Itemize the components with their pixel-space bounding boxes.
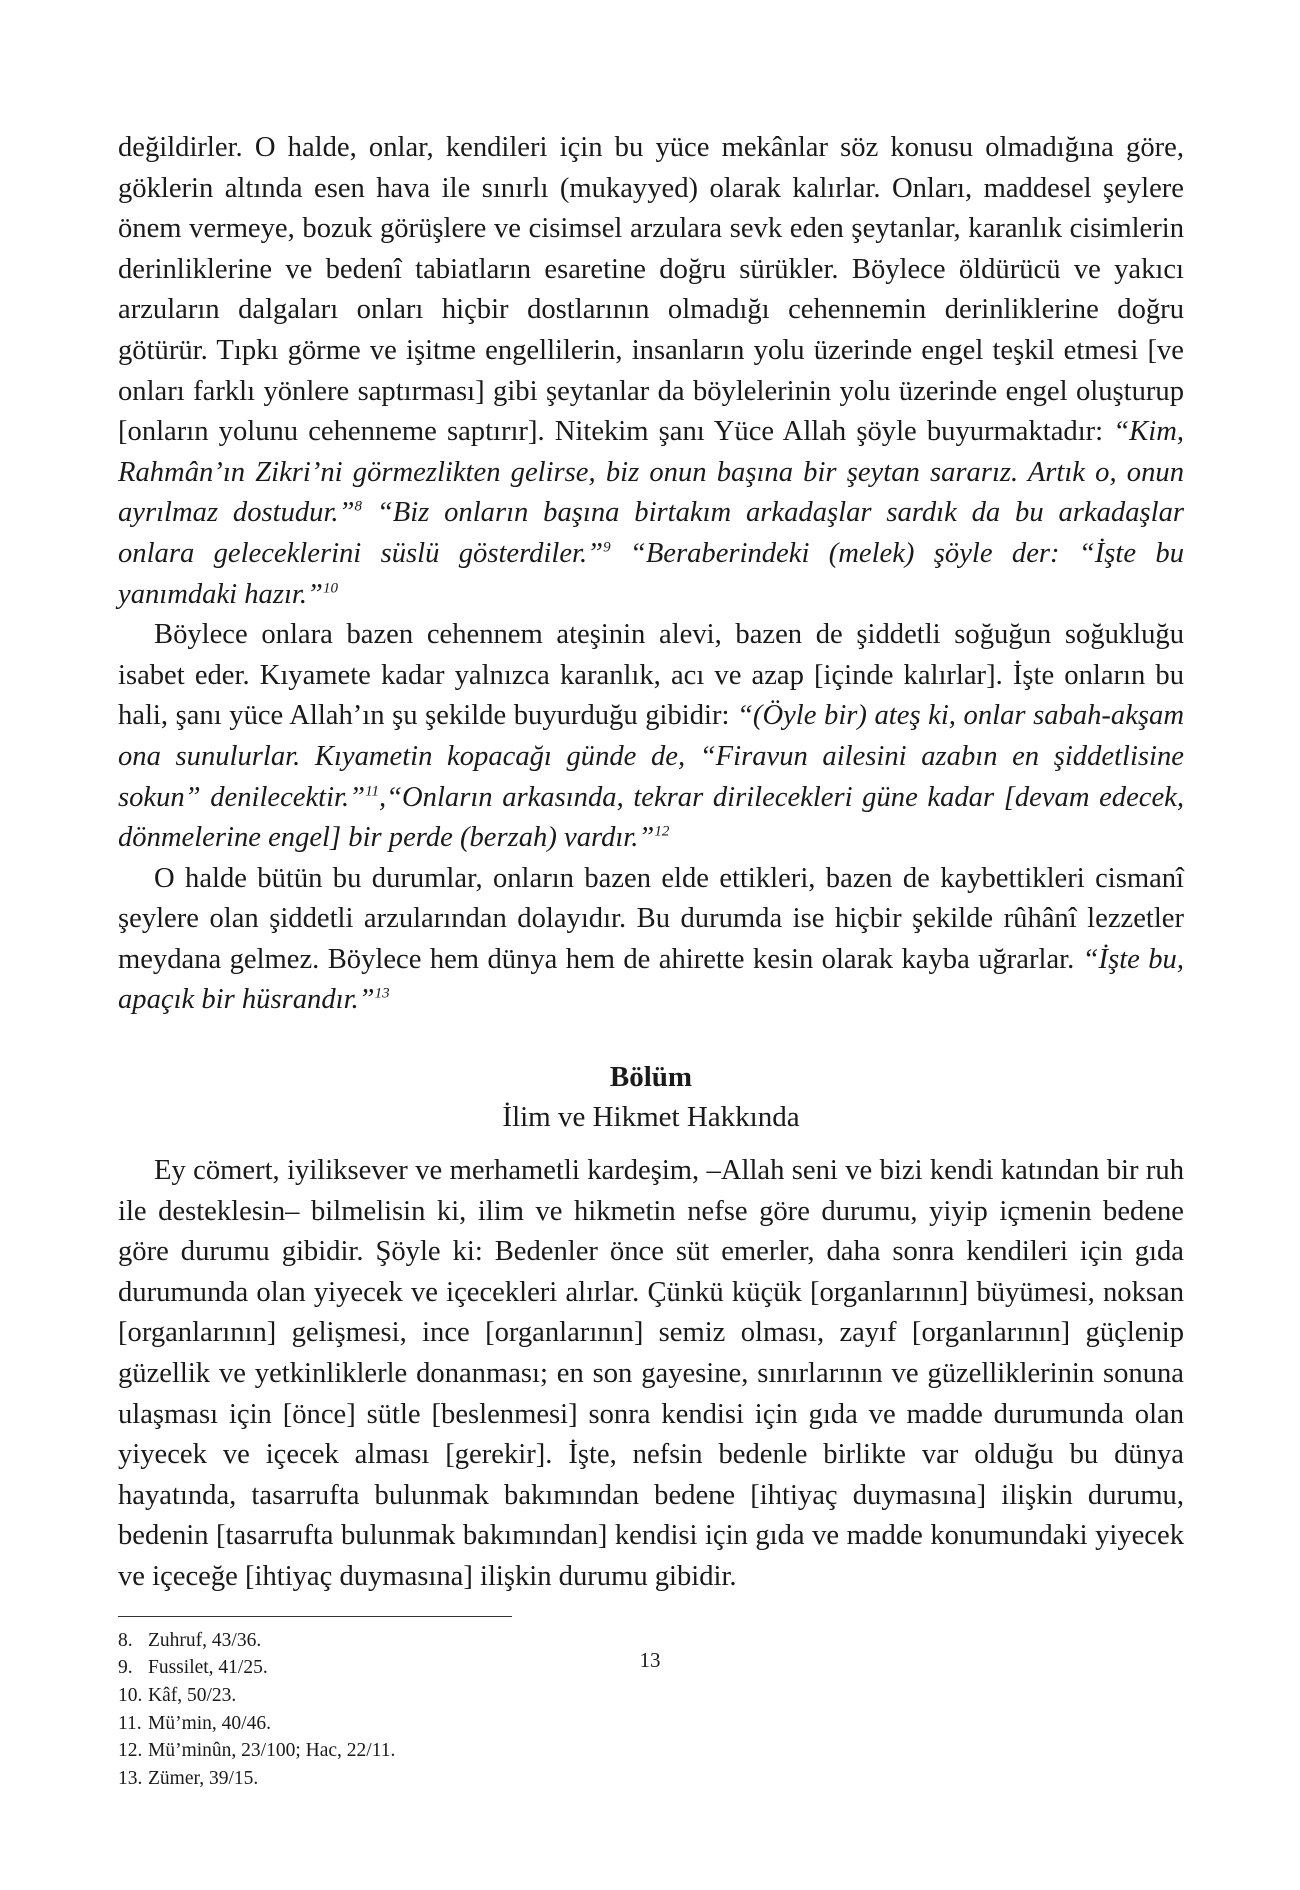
text-run: O halde bütün bu durumlar, onların bazen elde ettikleri, bazen de kaybettikleri cismanî şeylere olan şiddetli arzularından dolayıdır. Bu durumda ise hiçbir şekilde rûhânî lezzetler meydana gelmez. Böylece hem dünya hem de ahirette kesin olarak kayba uğrarlar. [118,862,1184,975]
quotation: “Biz onların başına birtakım arkadaşlar sardık da bu arkadaşlar onlara geleceklerini süslü gösterdiler.” [118,497,1184,569]
text-run: değildirler. O halde, onlar, kendileri için bu yüce mekânlar söz konusu olmadığına göre, göklerin altında esen hava ile sınırlı (mukayyed) olarak kalırlar. Onları, maddesel şeylere önem vermeye, bozuk görüşlere ve cisimsel arzulara sevk eden şeytanlar, karanlık cisimlerin derinliklerine ve bedenî tabiatların esaretine doğru sürükler. Böylece öldürücü ve yakıcı arzuların dalgaları onları hiçbir dostlarının olmadığı cehennemin derinliklerine doğru götürür. Tıpkı görme ve işitme engellilerin, insanların yolu üzerinde engel teşkil etmesi [ve onları farklı yönlere saptırması] gibi şeytanlar da böylelerinin yolu üzerinde engel oluşturup [onların yolunu cehenneme saptırır]. Nitekim şanı Yüce Allah şöyle buyurmaktadır: [118,132,1184,448]
body-paragraph-4: Ey cömert, iyiliksever ve merhametli kardeşim, –Allah seni ve bizi kendi katından bir ruh ile desteklesin– bilmelisin ki, ilim ve hikmetin nefse göre durumu, yiyip içmenin bedene göre durumu gibidir. Şöyle ki: Bedenler önce süt emerler, daha sonra kendileri için gıda durumunda olan yiyecek ve içecekleri alırlar. Çünkü küçük [organlarının] büyümesi, noksan [organlarının] gelişmesi, ince [organlarının] semiz olması, zayıf [organlarının] güçlenip güzellik ve yetkinliklerle donanması; en son gayesine, sınırlarının ve güzelliklerinin sonuna ulaşması için [önce] sütle [beslenmesi] sonra kendisi için gıda ve madde durumunda olan yiyecek ve içecek alması [gerekir]. İşte, nefsin bedenle birlikte var olduğu bu dünya hayatında, tasarrufta bulunmak bakımından bedene [ihtiyaç duymasına] ilişkin durumu, bedenin [tasarrufta bulunmak bakımından] kendisi için gıda ve madde konumundaki yiyecek ve içeceğe [ihtiyaç duymasına] ilişkin durumu gibidir. [118,1155,1184,1592]
footnote: 11. Mü’min, 40/46. [118,1712,271,1734]
section-heading [118,1057,1184,1137]
text-run: Böylece onlara bazen cehennem ateşinin alevi, bazen de şiddetli soğuğun soğukluğu isabet eder. Kıyamete kadar yalnızca karanlık, acı ve azap [içinde kalırlar]. İşte onların bu hali, şanı yüce Allah’ın şu şekilde buyurduğu gibidir: [118,619,1184,732]
body-paragraph-3 [118,859,1184,1021]
section-subtitle: İlim ve Hikmet Hakkında [502,1101,800,1134]
footnote-divider [118,1616,512,1617]
text-run [362,497,377,528]
quotation: “Beraberindeki (melek) şöyle der: “İşte bu yanımdaki hazır.” [118,537,1185,610]
quotation: ,“Onların arkasında, tekrar dirilecekleri güne kadar [devam edecek, dönmelerine engel] bir perde (berzah) vardır.” [118,781,1184,854]
quotation: “İşte bu, apaçık bir hüsrandır.” [118,943,1184,1016]
page-number: 13 [639,1648,661,1672]
footnote-reference: 13 [374,985,390,1002]
footnote: 13. Zümer, 39/15. [118,1768,259,1790]
footnote-reference: 10 [322,580,338,596]
footnote: 8. Zuhruf, 43/36. [118,1629,262,1651]
footnote-reference: 9 [603,539,611,556]
text-run [611,538,630,569]
body-paragraph-2 [118,615,1184,859]
quotation: “Kim, Rahmân’ın Zikri’ni görmezlikten gelirse, biz onun başına bir şeytan sararız. Artık o, onun ayrılmaz dostudur.” [118,416,1184,529]
section-title: Bölüm [609,1061,693,1094]
footnote-reference: 11 [365,782,379,799]
footnote-reference: 12 [654,823,670,840]
page-content [118,128,1184,1793]
footnote: 9. Fussilet, 41/25. [118,1657,268,1679]
footnote: 10. Kâf, 50/23. [118,1685,237,1706]
footnote-reference: 8 [354,498,362,515]
body-paragraph-1 [118,128,1184,615]
footnote: 12. Mü’minûn, 23/100; Hac, 22/11. [118,1740,396,1762]
quotation: “(Öyle bir) ateş ki, onlar sabah-akşam ona sunulurlar. Kıyametin kopacağı günde de, “Firavun ailesini azabın en şiddetlisine sokun” denilecektir.” [118,700,1184,813]
